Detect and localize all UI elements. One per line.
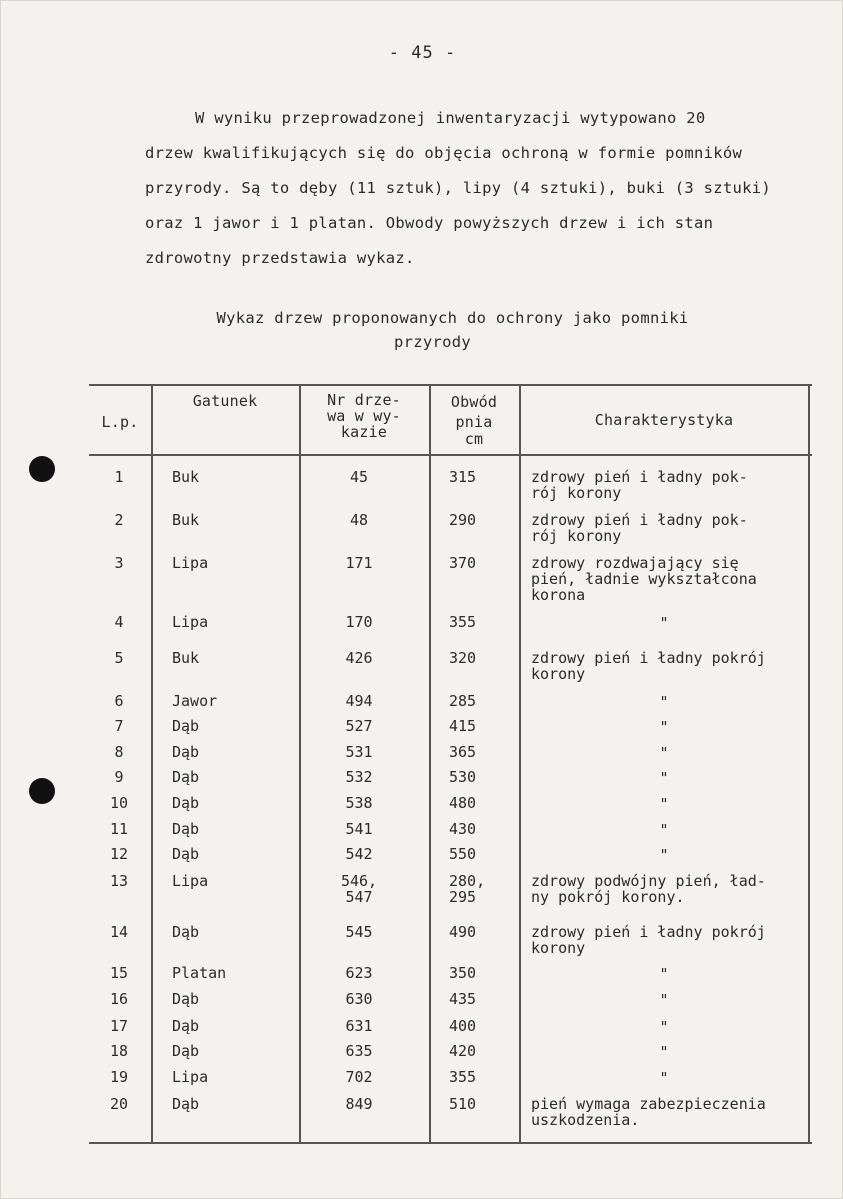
page-number: - 45 - — [388, 43, 457, 63]
cell-nr: 635 — [345, 1042, 373, 1060]
cell-gatunek: Dąb — [172, 717, 200, 735]
cell-lp: 4 — [114, 613, 124, 631]
cell-nr: 623 — [345, 964, 373, 982]
cell-gatunek: Dąb — [172, 923, 200, 941]
charakterystyka-line: pień, ładnie wykształcona — [531, 570, 757, 588]
cell-gatunek: Dąb — [172, 990, 200, 1008]
column-divider — [151, 384, 153, 1144]
cell-nr: 545 — [345, 923, 373, 941]
cell-obwod: 400 — [449, 1017, 477, 1035]
charakterystyka-line: zdrowy pień i ładny pokrój — [531, 923, 766, 941]
cell-charakterystyka — [531, 512, 806, 544]
cell-nr: 48 — [349, 511, 369, 529]
cell-obwod: 370 — [449, 554, 477, 572]
charakterystyka-line: korona — [531, 586, 586, 604]
paragraph-line: zdrowotny przedstawia wykaz. — [145, 249, 415, 267]
cell-gatunek: Dąb — [172, 743, 200, 761]
cell-nr: 527 — [345, 717, 373, 735]
cell-gatunek: Lipa — [172, 1068, 209, 1086]
cell-gatunek: Dąb — [172, 1042, 200, 1060]
cell-obwod: 510 — [449, 1095, 477, 1113]
cell-obwod: 435 — [449, 990, 477, 1008]
cell-obwod: 350 — [449, 964, 477, 982]
cell-charakterystyka-ditto: " — [659, 991, 669, 1009]
cell-nr: 546, 547 — [340, 872, 378, 906]
header-obwod-line: Obwód — [450, 393, 498, 411]
paragraph-line: W wyniku przeprowadzonej inwentaryzacji wytypowano 20 — [195, 109, 706, 127]
cell-obwod: 430 — [449, 820, 477, 838]
table-header-rule — [89, 454, 812, 456]
cell-nr: 170 — [345, 613, 373, 631]
cell-obwod: 355 — [449, 613, 477, 631]
charakterystyka-line: zdrowy rozdwajający się — [531, 554, 739, 572]
cell-gatunek: Dąb — [172, 768, 200, 786]
header-obwod-line: pnia — [455, 413, 493, 431]
charakterystyka-line: korony — [531, 939, 586, 957]
table-bottom-rule — [89, 1142, 812, 1144]
cell-lp: 3 — [114, 554, 124, 572]
cell-nr: 541 — [345, 820, 373, 838]
cell-gatunek: Lipa — [172, 872, 209, 890]
cell-charakterystyka — [531, 555, 806, 603]
table-top-rule — [89, 384, 812, 386]
cell-gatunek: Buk — [172, 511, 200, 529]
cell-obwod: 280, 295 — [449, 872, 486, 906]
table-title-line: przyrody — [393, 333, 472, 351]
cell-nr: 531 — [345, 743, 373, 761]
header-nr-line: kazie — [340, 423, 388, 441]
charakterystyka-line: rój korony — [531, 484, 622, 502]
paragraph-line: oraz 1 jawor i 1 platan. Obwody powyższych drzew i ich stan — [145, 214, 714, 232]
cell-lp: 17 — [109, 1017, 129, 1035]
table-title — [1, 306, 843, 354]
charakterystyka-line: korony — [531, 665, 586, 683]
cell-charakterystyka-ditto: " — [659, 795, 669, 813]
cell-obwod: 320 — [449, 649, 477, 667]
cell-lp: 5 — [114, 649, 124, 667]
cell-gatunek: Dąb — [172, 1095, 200, 1113]
paragraph-line: drzew kwalifikujących się do objęcia ochroną w formie pomników — [145, 144, 743, 162]
cell-obwod: 290 — [449, 511, 477, 529]
header-nr — [299, 392, 429, 440]
header-lp: L.p. — [101, 413, 139, 431]
cell-lp: 9 — [114, 768, 124, 786]
paragraph-line: przyrody. Są to dęby (11 sztuk), lipy (4 sztuki), buki (3 sztuki) — [145, 179, 772, 197]
cell-nr: 494 — [345, 692, 373, 710]
cell-obwod: 285 — [449, 692, 477, 710]
charakterystyka-line: zdrowy pień i ładny pok- — [531, 468, 748, 486]
header-nr-line: Nr drze- — [327, 391, 401, 409]
cell-nr: 426 — [345, 649, 373, 667]
header-charakterystyka: Charakterystyka — [594, 411, 734, 429]
cell-obwod: 365 — [449, 743, 477, 761]
cell-lp: 11 — [109, 820, 129, 838]
header-obwod — [429, 392, 519, 446]
header-gatunek: Gatunek — [192, 392, 258, 410]
cell-gatunek: Platan — [172, 964, 227, 982]
cell-lp: 15 — [109, 964, 129, 982]
cell-obwod: 530 — [449, 768, 477, 786]
charakterystyka-line: zdrowy pień i ładny pok- — [531, 511, 748, 529]
cell-gatunek: Lipa — [172, 613, 209, 631]
charakterystyka-line: zdrowy pień i ładny pokrój — [531, 649, 766, 667]
cell-obwod: 415 — [449, 717, 477, 735]
column-divider — [429, 384, 431, 1144]
cell-obwod: 420 — [449, 1042, 477, 1060]
cell-lp: 8 — [114, 743, 124, 761]
cell-lp: 6 — [114, 692, 124, 710]
cell-lp: 14 — [109, 923, 129, 941]
cell-nr: 532 — [345, 768, 373, 786]
cell-charakterystyka — [531, 469, 806, 501]
cell-charakterystyka — [531, 873, 806, 905]
cell-charakterystyka-ditto: " — [659, 693, 669, 711]
cell-lp: 12 — [109, 845, 129, 863]
cell-gatunek: Dąb — [172, 1017, 200, 1035]
cell-lp: 16 — [109, 990, 129, 1008]
cell-lp: 10 — [109, 794, 129, 812]
cell-lp: 13 — [109, 872, 129, 890]
cell-nr: 171 — [345, 554, 373, 572]
cell-charakterystyka-ditto: " — [659, 718, 669, 736]
intro-paragraph — [145, 101, 835, 276]
cell-gatunek: Lipa — [172, 554, 209, 572]
cell-lp: 18 — [109, 1042, 129, 1060]
cell-nr: 542 — [345, 845, 373, 863]
cell-charakterystyka-ditto: " — [659, 744, 669, 762]
cell-charakterystyka-ditto: " — [659, 614, 669, 632]
cell-charakterystyka — [531, 650, 806, 682]
cell-obwod: 550 — [449, 845, 477, 863]
charakterystyka-line: zdrowy podwójny pień, ład- — [531, 872, 766, 890]
cell-gatunek: Dąb — [172, 794, 200, 812]
header-obwod-line: cm — [464, 430, 484, 448]
cell-gatunek: Buk — [172, 649, 200, 667]
column-divider — [299, 384, 301, 1144]
cell-charakterystyka — [531, 1096, 806, 1128]
cell-lp: 19 — [109, 1068, 129, 1086]
cell-nr: 630 — [345, 990, 373, 1008]
punch-hole — [29, 456, 55, 482]
cell-nr: 538 — [345, 794, 373, 812]
cell-gatunek: Buk — [172, 468, 200, 486]
cell-lp: 1 — [114, 468, 124, 486]
cell-charakterystyka-ditto: " — [659, 965, 669, 983]
cell-nr: 45 — [349, 468, 369, 486]
charakterystyka-line: ny pokrój korony. — [531, 888, 685, 906]
cell-charakterystyka-ditto: " — [659, 1069, 669, 1087]
cell-nr: 849 — [345, 1095, 373, 1113]
punch-hole — [29, 778, 55, 804]
cell-gatunek: Dąb — [172, 845, 200, 863]
cell-obwod: 490 — [449, 923, 477, 941]
charakterystyka-line: pień wymaga zabezpieczenia — [531, 1095, 766, 1113]
charakterystyka-line: rój korony — [531, 527, 622, 545]
tree-inventory-table — [89, 384, 812, 1144]
cell-lp: 20 — [109, 1095, 129, 1113]
cell-obwod: 315 — [449, 468, 477, 486]
header-nr-line: wa w wy- — [327, 407, 401, 425]
cell-charakterystyka — [531, 924, 806, 956]
cell-charakterystyka-ditto: " — [659, 846, 669, 864]
cell-charakterystyka-ditto: " — [659, 769, 669, 787]
cell-lp: 2 — [114, 511, 124, 529]
cell-lp: 7 — [114, 717, 124, 735]
table-title-line: Wykaz drzew proponowanych do ochrony jako pomniki — [216, 309, 689, 327]
cell-obwod: 480 — [449, 794, 477, 812]
charakterystyka-line: uszkodzenia. — [531, 1111, 640, 1129]
cell-nr: 702 — [345, 1068, 373, 1086]
cell-charakterystyka-ditto: " — [659, 821, 669, 839]
cell-gatunek: Jawor — [172, 692, 218, 710]
cell-gatunek: Dąb — [172, 820, 200, 838]
cell-nr: 631 — [345, 1017, 373, 1035]
cell-charakterystyka-ditto: " — [659, 1018, 669, 1036]
cell-charakterystyka-ditto: " — [659, 1043, 669, 1061]
cell-obwod: 355 — [449, 1068, 477, 1086]
